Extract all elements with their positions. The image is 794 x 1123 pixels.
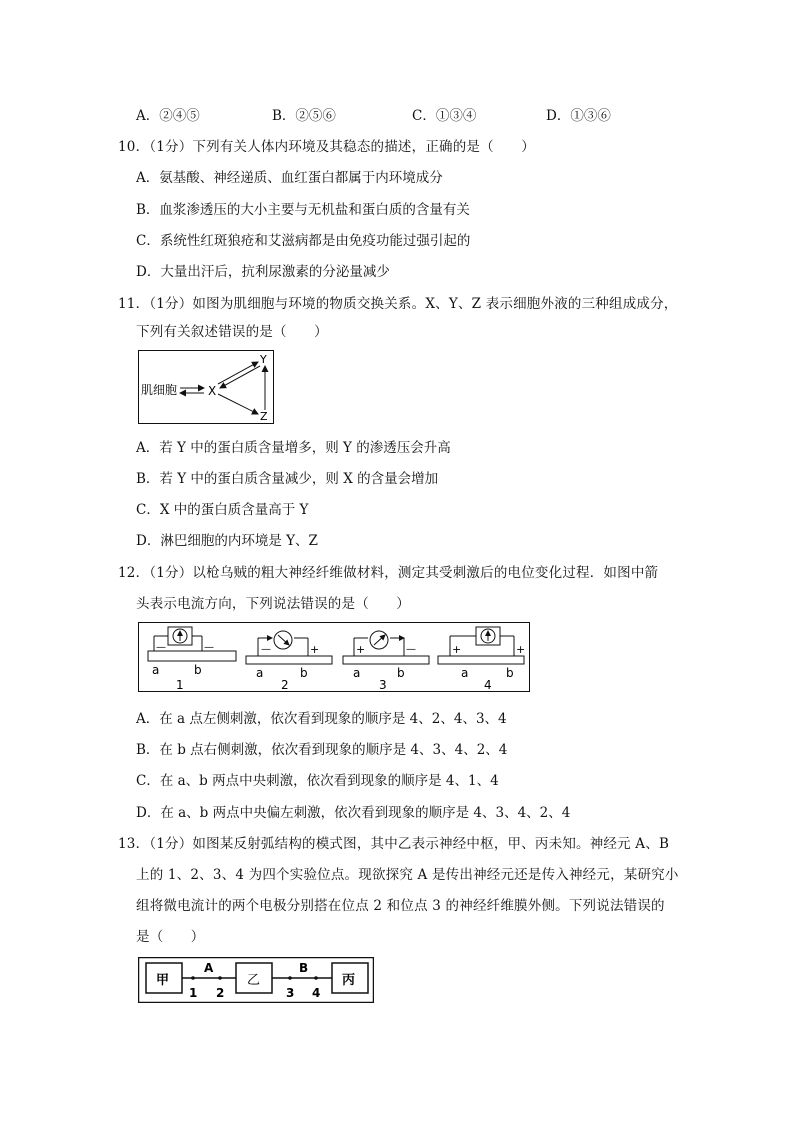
q12-panel2-num: 2 <box>281 678 289 692</box>
q12-diagram <box>138 622 530 692</box>
q9-option-d[interactable]: D．①③⑥ <box>546 108 611 124</box>
q11-option-b[interactable]: B．若 Y 中的蛋白质含量减少，则 X 的含量会增加 <box>136 471 439 487</box>
q12-panel-2 <box>246 631 332 692</box>
q12-panel-1 <box>148 627 236 692</box>
q13-label-jia: 甲 <box>156 973 170 988</box>
q12-stem-line1: 12．（1分）以枪乌贼的粗大神经纤维做材料，测定其受刺激后的电位变化过程．如图中箭 <box>118 565 659 581</box>
q12-figure <box>138 622 530 696</box>
q12-panel1-b: b <box>194 663 202 677</box>
q12-panel4-left-sign: + <box>452 643 462 656</box>
q12-panel3-left-sign: + <box>356 643 366 656</box>
q13-point-4 <box>314 976 318 980</box>
q10-option-c[interactable]: C．系统性红斑狼疮和艾滋病都是由免疫功能过强引起的 <box>136 233 471 249</box>
q11-x-label: X <box>208 384 217 398</box>
q10-option-b[interactable]: B．血浆渗透压的大小主要与无机盐和蛋白质的含量有关 <box>136 202 470 218</box>
q12-panel3-right-sign: — <box>406 644 416 655</box>
q12-panel1-left-sign: — <box>156 642 166 653</box>
q13-label-b: B <box>299 961 309 975</box>
q12-panel2-fiber <box>246 656 332 664</box>
q12-panel4-fiber <box>438 656 524 664</box>
q12-panel2-b: b <box>300 666 308 680</box>
q11-figure <box>138 350 274 428</box>
q12-panel4-num: 4 <box>484 678 492 692</box>
q11-option-d[interactable]: D．淋巴细胞的内环境是 Y、Z <box>136 533 318 549</box>
q12-option-a[interactable]: A．在 a 点左侧刺激，依次看到现象的顺序是 4、2、4、3、4 <box>136 711 507 727</box>
q12-panel1-right-sign: — <box>204 642 214 653</box>
q10-option-a[interactable]: A．氨基酸、神经递质、血红蛋白都属于内环境成分 <box>136 170 443 186</box>
q12-option-c[interactable]: C．在 a、b 两点中央刺激，依次看到现象的顺序是 4、1、4 <box>136 773 499 789</box>
q13-label-yi: 乙 <box>247 973 261 988</box>
q13-label-bing: 丙 <box>342 973 356 988</box>
q13-label-a: A <box>204 961 214 975</box>
q11-arrow-x-to-y <box>218 362 258 384</box>
q13-label-1: 1 <box>189 986 198 1000</box>
q12-panel4-right-sign: + <box>516 643 526 656</box>
q11-diagram <box>138 350 274 424</box>
q12-panel2-left-sign: — <box>261 644 271 655</box>
q11-arrow-x-to-z <box>218 394 258 414</box>
q9-option-c[interactable]: C．①③④ <box>412 108 477 124</box>
q10-option-d[interactable]: D．大量出汗后，抗利尿激素的分泌量减少 <box>136 264 390 280</box>
q11-arrow-y-to-x <box>220 366 260 388</box>
q13-figure <box>138 957 374 1007</box>
q12-panel3-b: b <box>397 666 405 680</box>
q13-label-2: 2 <box>216 986 225 1000</box>
q9-option-a[interactable]: A．②④⑤ <box>136 108 200 124</box>
q11-cell-label: 肌细胞 <box>141 383 178 397</box>
q12-panel3-num: 3 <box>379 678 387 692</box>
q13-stem-line4: 是（ ） <box>136 929 205 945</box>
q12-panel4-b: b <box>506 666 514 680</box>
q12-stem-line2: 头表示电流方向，下列说法错误的是（ ） <box>136 596 410 612</box>
q12-panel3-fiber <box>343 656 429 664</box>
q12-option-b[interactable]: B．在 b 点右侧刺激，依次看到现象的顺序是 4、3、4、2、4 <box>136 742 508 758</box>
q12-panel-3 <box>343 631 429 692</box>
q12-panel-4 <box>438 627 525 692</box>
q11-z-label: Z <box>260 410 268 423</box>
q11-stem-line1: 11．（1分）如图为肌细胞与环境的物质交换关系。X、Y、Z 表示细胞外液的三种组成成分， <box>118 296 678 312</box>
q10-stem: 10．（1分）下列有关人体内环境及其稳态的描述，正确的是（ ） <box>118 139 535 155</box>
q13-diagram <box>138 957 374 1003</box>
q12-panel1-a: a <box>152 663 160 677</box>
q13-stem-line3: 组将微电流计的两个电极分别搭在位点 2 和位点 3 的神经纤维膜外侧。下列说法错误的 <box>136 898 665 914</box>
q13-label-4: 4 <box>312 986 321 1000</box>
q13-point-1 <box>191 976 195 980</box>
q11-option-a[interactable]: A．若 Y 中的蛋白质含量增多，则 Y 的渗透压会升高 <box>136 440 451 456</box>
q13-point-2 <box>218 976 222 980</box>
q13-point-3 <box>288 976 292 980</box>
q12-panel1-num: 1 <box>176 678 184 692</box>
q12-panel3-a: a <box>353 666 361 680</box>
q13-stem-line2: 上的 1、2、3、4 为四个实验位点。现欲探究 A 是传出神经元还是传入神经元，某研究小 <box>136 867 679 883</box>
q13-label-3: 3 <box>286 986 295 1000</box>
q11-stem-line2: 下列有关叙述错误的是（ ） <box>136 324 328 340</box>
q9-option-b[interactable]: B．②⑤⑥ <box>272 108 336 124</box>
q12-panel2-right-sign: + <box>310 643 320 656</box>
q11-y-label: Y <box>260 353 267 366</box>
q13-stem-line1: 13．（1分）如图某反射弧结构的模式图，其中乙表示神经中枢，甲、丙未知。神经元 A、B <box>118 836 670 852</box>
q12-panel4-a: a <box>461 666 469 680</box>
q12-option-d[interactable]: D．在 a、b 两点中央偏左刺激，依次看到现象的顺序是 4、3、4、2、4 <box>136 805 571 821</box>
q12-panel2-a: a <box>256 666 264 680</box>
q11-option-c[interactable]: C．X 中的蛋白质含量高于 Y <box>136 502 309 518</box>
